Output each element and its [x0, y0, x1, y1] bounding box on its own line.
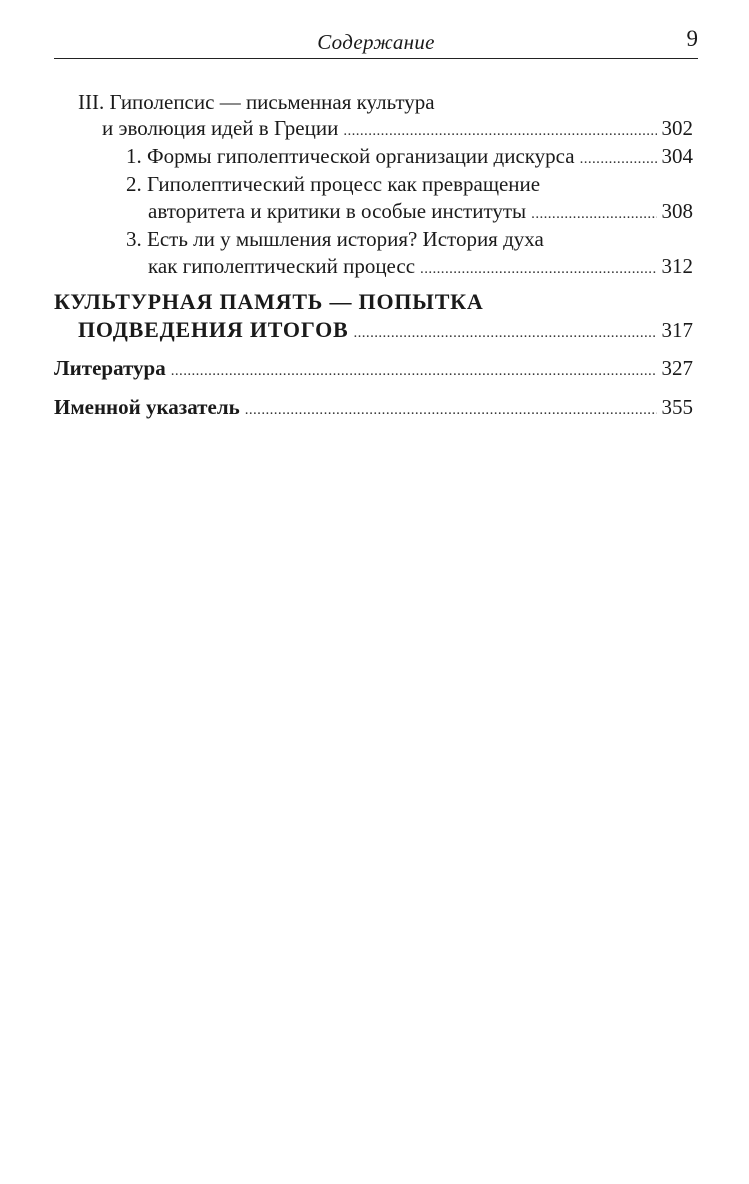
toc-entry-sub2-line1: [126, 170, 540, 198]
dot-leader: [343, 117, 656, 145]
page-number: 9: [686, 26, 698, 51]
toc-entry-sub1[interactable]: [126, 142, 693, 170]
toc-page-number: 308: [661, 199, 693, 223]
toc-entry-sub2[interactable]: [148, 197, 693, 225]
toc-entry-conclusion-line1: [54, 288, 484, 316]
dot-leader: [531, 200, 656, 228]
toc-page-number: 327: [661, 356, 693, 380]
toc-entry-text: и эволюция идей в Греции: [102, 116, 339, 140]
running-header: [54, 26, 698, 59]
toc-entry-literature[interactable]: [54, 354, 693, 382]
toc-entry-text: КУЛЬТУРНАЯ ПАМЯТЬ — ПОПЫТКА: [54, 289, 484, 314]
toc-entry-index[interactable]: [54, 393, 693, 421]
toc-entry-text: Литература: [54, 356, 166, 380]
toc-entry-text: авторитета и критики в особые институты: [148, 199, 527, 223]
toc-page-number: 304: [661, 144, 693, 168]
toc-entry-text: как гиполептический процесс: [148, 254, 416, 278]
toc-entry-text: III. Гиполепсис — письменная культура: [78, 90, 435, 114]
dot-leader: [245, 396, 657, 424]
toc-page-number: 355: [661, 395, 693, 419]
toc-entry-section-iii[interactable]: [102, 114, 693, 142]
toc-entry-sub3-line1: [126, 225, 544, 253]
toc-entry-text: 3. Есть ли у мышления история? История духа: [126, 227, 544, 251]
toc-page-number: 302: [661, 116, 693, 140]
toc-entry-section-iii-line1: [78, 88, 435, 116]
toc-entry-text: Именной указатель: [54, 395, 240, 419]
toc-entry-conclusion[interactable]: [78, 316, 693, 344]
toc-entry-sub3[interactable]: [148, 252, 693, 280]
toc-page-number: 312: [661, 254, 693, 278]
dot-leader: [353, 319, 656, 347]
toc-entry-text: 2. Гиполептический процесс как превращение: [126, 172, 541, 196]
toc-entry-text: 1. Формы гиполептической организации дискурса: [126, 144, 575, 168]
toc-page-number: 317: [661, 318, 693, 342]
dot-leader: [420, 255, 656, 283]
toc-entry-text: ПОДВЕДЕНИЯ ИТОГОВ: [78, 317, 349, 342]
dot-leader: [580, 145, 657, 173]
running-title: Содержание: [317, 30, 435, 54]
dot-leader: [171, 357, 657, 385]
